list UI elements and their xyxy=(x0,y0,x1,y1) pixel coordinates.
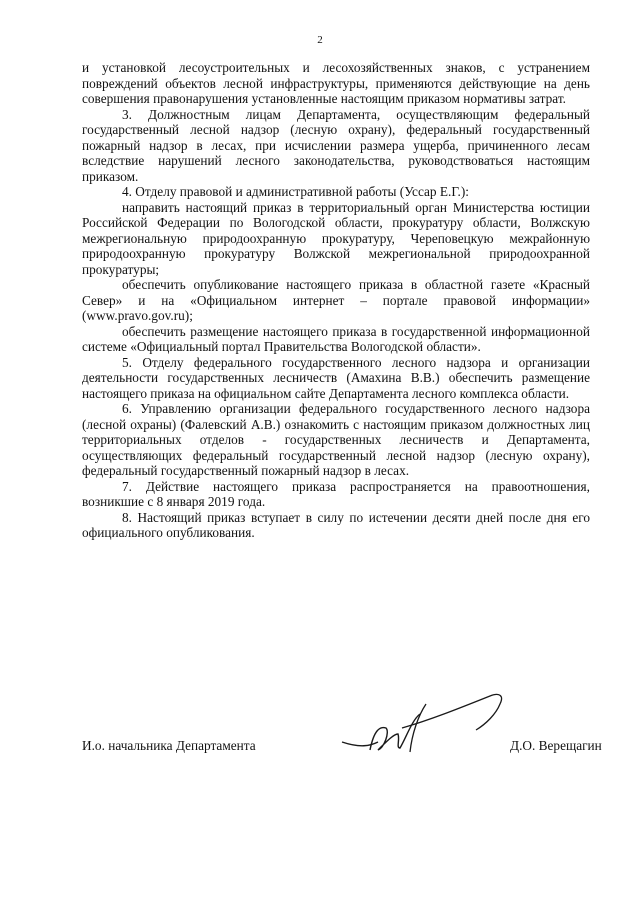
paragraph-item-4-send: направить настоящий приказ в территориальный орган Министерства юстиции Российской Федерации по Вологодской области, прокуратуру области, Волжскую межрегиональную природоохранную прокуратуру, Череповецкую межрайонную природоохранную прокуратуру Волжской межрегиональной природоохранной прокуратуры; xyxy=(82,199,590,277)
paragraph-item-6: 6. Управлению организации федерального государственного лесного надзора (лесной охраны) (Фалевский А.В.) ознакомить с настоящим приказом должностных лиц территориальных отделов - государственных лесничеств и Департамента, осуществляющих федеральный государственный лесной надзор (лесную охрану), федеральный государственный пожарный надзор в лесах. xyxy=(82,401,590,478)
paragraph-item-5: 5. Отделу федерального государственного лесного надзора и организации деятельности государственных лесничеств (Амахина В.В.) обеспечить размещение настоящего приказа на официальном сайте Департамента лесного комплекса области. xyxy=(82,354,590,401)
document-body xyxy=(82,60,590,541)
signatory-title: И.о. начальника Департамента xyxy=(82,738,256,753)
paragraph-item-4-publish: обеспечить опубликование настоящего приказа в областной газете «Красный Север» и на «Официальном интернет – портале правовой информации» (www.pravo.gov.ru); xyxy=(82,277,590,323)
paragraph-item-8: 8. Настоящий приказ вступает в силу по истечении десяти дней после дня его официального опубликования. xyxy=(82,509,590,540)
paragraph-item-4-place: обеспечить размещение настоящего приказа в государственной информационной системе «Официальный портал Правительства Вологодской области». xyxy=(82,323,590,354)
paragraph-item-4: 4. Отделу правовой и административной работы (Уссар Е.Г.): xyxy=(122,184,469,199)
paragraph-continuation: и установкой лесоустроительных и лесохозяйственных знаков, с устранением повреждений объектов лесной инфраструктуры, применяются действующие на день совершения правонарушения установленные настоящим приказом нормативы затрат. xyxy=(82,60,590,106)
page-number: 2 xyxy=(317,34,323,46)
signatory-name: Д.О. Верещагин xyxy=(510,738,602,753)
paragraph-item-3: 3. Должностным лицам Департамента, осуществляющим федеральный государственный лесной надзор (лесную охрану), федеральный государственный пожарный надзор в лесах, при исчислении размера ущерба, причиненного лесам вследствие нарушений лесного законодательства, руководствоваться настоящим приказом. xyxy=(82,106,590,184)
paragraph-item-7: 7. Действие настоящего приказа распространяется на правоотношения, возникшие с 8 января 2019 года. xyxy=(82,478,590,509)
handwritten-signature xyxy=(340,690,510,770)
